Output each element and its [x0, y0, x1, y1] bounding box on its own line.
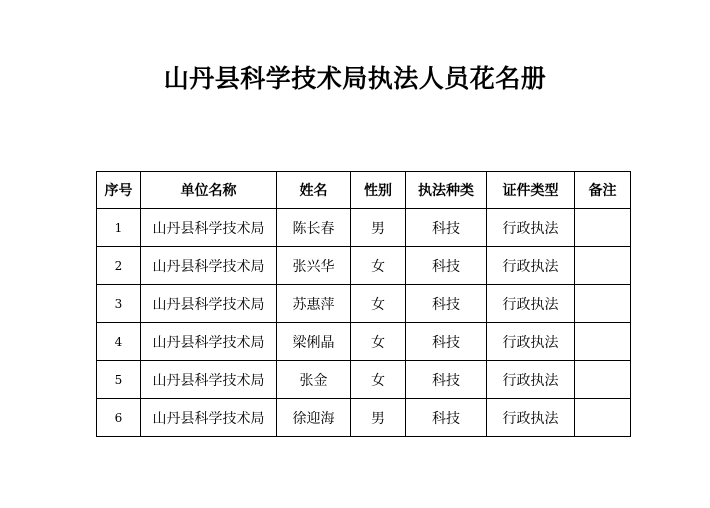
cell-name: 张金 [277, 361, 351, 399]
cell-name: 苏惠萍 [277, 285, 351, 323]
cell-unit-name: 山丹县科学技术局 [141, 209, 277, 247]
cell-certificate-type: 行政执法 [487, 323, 575, 361]
cell-index: 1 [97, 209, 141, 247]
cell-index: 4 [97, 323, 141, 361]
cell-remarks [575, 361, 631, 399]
header-gender: 性别 [351, 172, 406, 209]
header-certificate-type: 证件类型 [487, 172, 575, 209]
cell-unit-name: 山丹县科学技术局 [141, 323, 277, 361]
table-row [97, 247, 631, 285]
cell-gender: 女 [351, 247, 406, 285]
cell-unit-name: 山丹县科学技术局 [141, 285, 277, 323]
cell-remarks [575, 209, 631, 247]
header-unit-name: 单位名称 [141, 172, 277, 209]
cell-gender: 女 [351, 361, 406, 399]
cell-gender: 男 [351, 209, 406, 247]
cell-certificate-type: 行政执法 [487, 209, 575, 247]
cell-unit-name: 山丹县科学技术局 [141, 361, 277, 399]
cell-unit-name: 山丹县科学技术局 [141, 247, 277, 285]
cell-gender: 男 [351, 399, 406, 437]
table-row [97, 209, 631, 247]
cell-index: 3 [97, 285, 141, 323]
table-row [97, 285, 631, 323]
cell-name: 徐迎海 [277, 399, 351, 437]
cell-certificate-type: 行政执法 [487, 247, 575, 285]
cell-unit-name: 山丹县科学技术局 [141, 399, 277, 437]
table-row [97, 399, 631, 437]
cell-remarks [575, 323, 631, 361]
header-remarks: 备注 [575, 172, 631, 209]
cell-enforcement-type: 科技 [406, 399, 487, 437]
cell-index: 6 [97, 399, 141, 437]
cell-remarks [575, 399, 631, 437]
cell-enforcement-type: 科技 [406, 209, 487, 247]
cell-enforcement-type: 科技 [406, 361, 487, 399]
cell-name: 张兴华 [277, 247, 351, 285]
header-enforcement-type: 执法种类 [406, 172, 487, 209]
cell-gender: 女 [351, 323, 406, 361]
cell-remarks [575, 285, 631, 323]
cell-index: 2 [97, 247, 141, 285]
cell-certificate-type: 行政执法 [487, 399, 575, 437]
cell-gender: 女 [351, 285, 406, 323]
cell-enforcement-type: 科技 [406, 323, 487, 361]
cell-certificate-type: 行政执法 [487, 361, 575, 399]
header-index: 序号 [97, 172, 141, 209]
cell-enforcement-type: 科技 [406, 247, 487, 285]
header-name: 姓名 [277, 172, 351, 209]
table-row [97, 323, 631, 361]
cell-certificate-type: 行政执法 [487, 285, 575, 323]
table-header-row [97, 172, 631, 209]
page-title: 山丹县科学技术局执法人员花名册 [163, 64, 547, 93]
cell-enforcement-type: 科技 [406, 285, 487, 323]
cell-remarks [575, 247, 631, 285]
cell-name: 梁俐晶 [277, 323, 351, 361]
cell-name: 陈长春 [277, 209, 351, 247]
cell-index: 5 [97, 361, 141, 399]
table-row [97, 361, 631, 399]
staff-roster-table [96, 171, 631, 437]
